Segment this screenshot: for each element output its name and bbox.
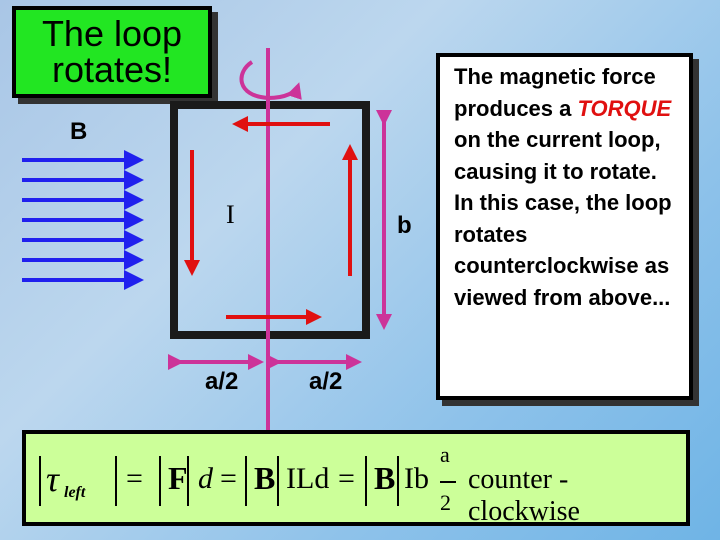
- formula-tau: τ: [46, 459, 59, 499]
- field-arrows: [22, 160, 140, 280]
- half-width-label-right: a/2: [309, 368, 343, 395]
- loop-length-label: b: [397, 212, 412, 239]
- explanation-text-before: The magnetic force produces a: [454, 64, 656, 121]
- formula-force: F: [168, 460, 188, 496]
- formula-direction: counter - clockwise: [468, 464, 580, 527]
- torque-emphasis: TORQUE: [577, 95, 672, 121]
- formula-d: d: [198, 462, 213, 495]
- formula-ild: ILd: [286, 462, 330, 495]
- explanation-text-after: on the current loop, causing it to rotate. In this case, the loop rotates counterclockwise as viewed from above...: [454, 127, 672, 310]
- formula-fraction-numerator: a: [440, 442, 450, 467]
- current-label: I: [226, 200, 235, 229]
- title-line-1: The loop: [41, 13, 183, 54]
- formula-b-field-1: B: [254, 460, 276, 496]
- formula-b-field-2: B: [374, 460, 396, 496]
- half-width-label-left: a/2: [205, 368, 239, 395]
- torque-formula: [22, 430, 690, 526]
- formula-equals-3: =: [338, 462, 355, 495]
- formula-equals-2: =: [220, 462, 237, 495]
- formula-tau-subscript: left: [64, 484, 86, 501]
- title-line-2: rotates!: [51, 49, 173, 90]
- formula-equals-1: =: [126, 462, 143, 495]
- explanation-box: [436, 53, 693, 400]
- formula-ib-term: Ib: [404, 462, 429, 495]
- field-label: B: [70, 118, 88, 145]
- formula-fraction-denominator: 2: [440, 490, 451, 515]
